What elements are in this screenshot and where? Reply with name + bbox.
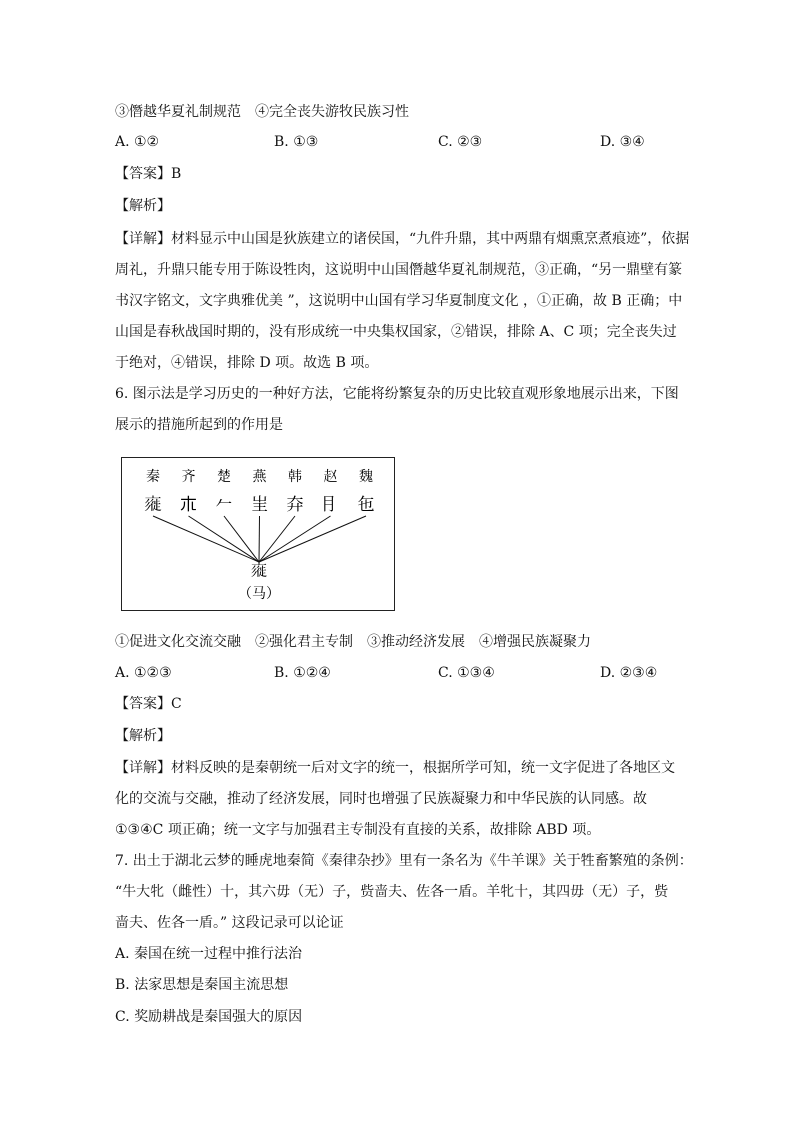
q6-answer: 【答案】C: [115, 696, 182, 712]
q7-stem-line: 7. 出土于湖北云梦的睡虎地秦简《秦律杂抄》里有一条名为《牛羊课》关于牲畜繁殖的条例：: [115, 853, 693, 869]
q5-option-a[interactable]: A. ①②: [115, 134, 160, 150]
state-name-label: 秦: [146, 469, 160, 485]
state-name-label: 齐: [181, 469, 196, 485]
connector-line: [189, 516, 260, 562]
q5-option-b[interactable]: B. ①③: [274, 134, 319, 150]
q7-stem-line: “牛大牝（雌性）十，其六毋（无）子，赀啬夫、佐各一盾。羊牝十，其四毋（无）子，赀: [115, 884, 669, 900]
q6-detail-line: 【详解】材料反映的是秦朝统一后对文字的统一，根据所学可知，统一文字促进了各地区文: [115, 760, 675, 776]
q5-detail-line: 周礼，升鼎只能专用于陈设牲肉，这说明中山国僭越华夏礼制规范，③正确，“另一鼎壁有篆: [115, 262, 683, 278]
state-name-label: 韩: [288, 469, 302, 485]
q6-stem-line: 6. 图示法是学习历史的一种好方法，它能将纷繁复杂的历史比较直观形象地展示出来，下图: [115, 386, 679, 402]
q7-option-b[interactable]: B. 法家思想是秦国主流思想: [115, 977, 289, 993]
script-unification-figure: [121, 457, 395, 611]
regional-glyph: 𠂉: [215, 495, 233, 515]
q5-detail-line: 于绝对，④错误，排除 D 项。故选 B 项。: [115, 355, 379, 371]
regional-glyph: 㞷: [251, 495, 268, 515]
connector-line: [224, 516, 259, 562]
q5-answer: 【答案】B: [115, 166, 182, 182]
q5-option-d[interactable]: D. ③④: [600, 134, 645, 150]
regional-glyph: 𢒲: [144, 495, 162, 515]
q5-detail-line: 【详解】材料显示中山国是狄族建立的诸侯国，“九件升鼎，其中两鼎有烟熏烹煮痕迹”，依据: [115, 231, 690, 247]
figure-diagram: [122, 458, 396, 612]
q6-option-c[interactable]: C. ①③④: [438, 665, 495, 681]
regional-glyph: 𣎳: [180, 495, 197, 515]
q6-option-a[interactable]: A. ①②③: [115, 665, 172, 681]
regional-glyph: 㐌: [357, 495, 375, 515]
q6-option-d[interactable]: D. ②③④: [600, 665, 658, 681]
q5-analysis-heading: 【解析】: [115, 198, 171, 214]
horse-label: （马）: [238, 586, 280, 602]
state-name-label: 楚: [217, 469, 231, 485]
regional-glyph: 㚏: [286, 495, 304, 515]
q6-stem-line: 展示的措施所起到的作用是: [115, 417, 283, 433]
connector-line: [259, 516, 260, 562]
q6-items-line: ①促进文化交流交融 ②强化君主专制 ③推动经济发展 ④增强民族凝聚力: [115, 634, 591, 650]
q5-detail-line: 山国是春秋战国时期的，没有形成统一中央集权国家，②错误，排除 A、C 项；完全丧失过: [115, 324, 677, 340]
state-name-label: 魏: [359, 469, 373, 485]
regional-glyph: ⺝: [322, 495, 339, 515]
connector-line: [259, 516, 331, 562]
connector-line: [259, 516, 366, 562]
q7-option-c[interactable]: C. 奖励耕战是秦国强大的原因: [115, 1009, 303, 1025]
q5-option-c[interactable]: C. ②③: [438, 134, 483, 150]
q6-option-b[interactable]: B. ①②④: [274, 665, 331, 681]
q5-detail-line: 书汉字铭文，文字典雅优美 ”，这说明中山国有学习华夏制度文化 ，①正确，故 B 正确；中: [115, 293, 683, 309]
connector-line: [259, 516, 295, 562]
q7-option-a[interactable]: A. 秦国在统一过程中推行法治: [115, 946, 303, 962]
q7-stem-line: 啬夫、佐各一盾。” 这段记录可以论证: [115, 915, 344, 931]
q6-analysis-heading: 【解析】: [115, 728, 171, 744]
q6-detail-line: ①③④C 项正确；统一文字与加强君主专制没有直接的关系，故排除 ABD 项。: [115, 822, 601, 838]
q5-items-line: ③僭越华夏礼制规范 ④完全丧失游牧民族习性: [115, 104, 409, 120]
qin-standard-glyph: 𢒲: [250, 561, 268, 580]
state-name-label: 燕: [252, 469, 267, 485]
state-name-label: 赵: [323, 469, 338, 485]
q6-detail-line: 化的交流与交融，推动了经济发展，同时也增强了民族凝聚力和中华民族的认同感。故: [115, 791, 647, 807]
connector-line: [153, 516, 259, 562]
